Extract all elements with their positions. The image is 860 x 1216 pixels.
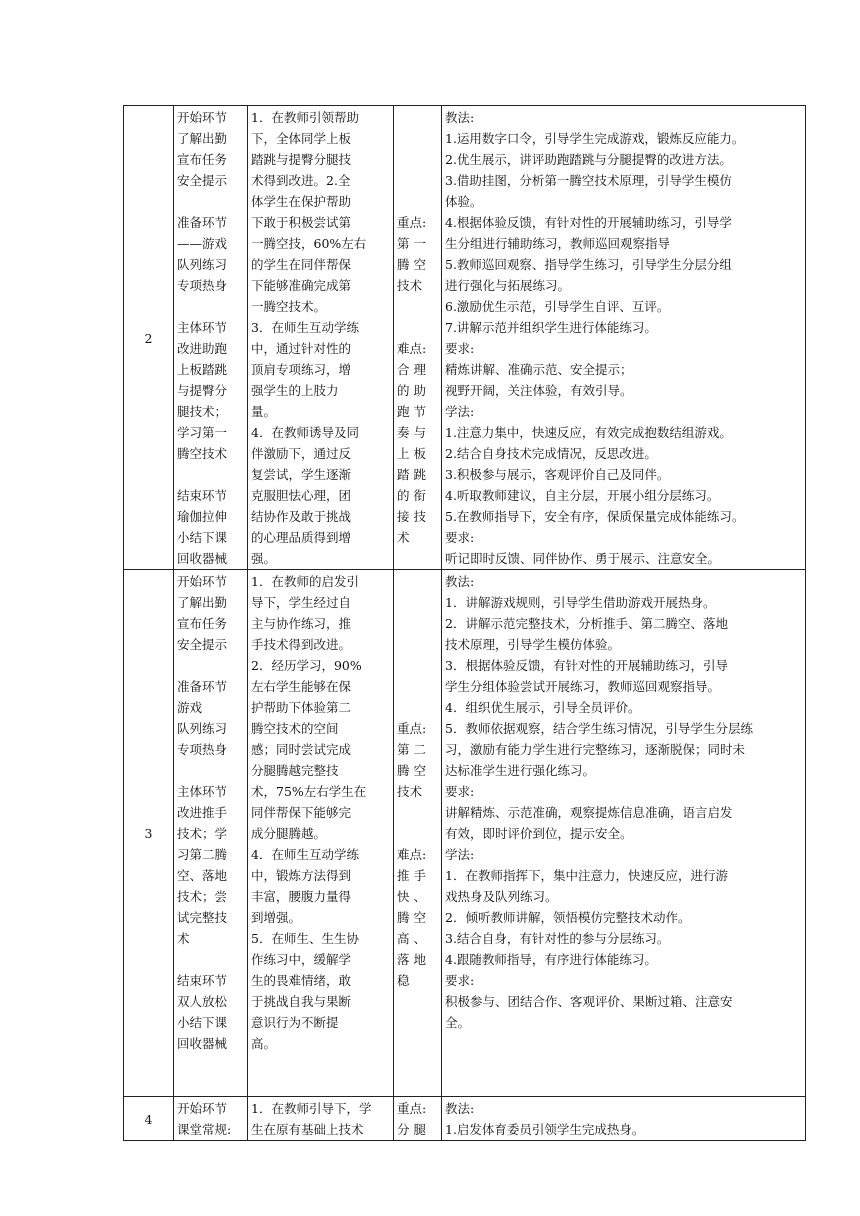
goal-line: 手技术得到改进。 <box>251 637 352 652</box>
blank-line <box>397 317 438 338</box>
blank-line <box>397 592 438 613</box>
method-line: 7.讲解示范并组织学生进行体能练习。 <box>445 320 657 335</box>
method-line: 要求: <box>445 341 475 356</box>
method-line: 4.根据体验反馈，有针对性的开展辅助练习，引导学 <box>445 215 732 230</box>
method-line: 精炼讲解、准确示范、安全提示； <box>445 362 633 377</box>
method-line: 5．教师依据观察，结合学生练习情况，引导学生分层练 <box>445 721 753 736</box>
goal-line: 生的畏难情绪，敢 <box>251 973 352 988</box>
stage-line: 学习第一 <box>177 425 228 440</box>
method-line: 3.借助挂图，分析第一腾空技术原理，引导学生模仿 <box>445 173 732 188</box>
goal-line: 量。 <box>251 404 277 419</box>
method-line: 学生分组体验尝试开展练习，教师巡回观察指导。 <box>445 679 721 694</box>
stage-line: 开始环节 <box>177 574 228 589</box>
methods-cell <box>442 570 806 1097</box>
blank-line <box>397 634 438 655</box>
stage-line: 结束环节 <box>177 488 228 503</box>
goal-line: 4．在师生互动学练 <box>251 847 359 862</box>
blank-line <box>397 613 438 634</box>
stage-line: 主体环节 <box>177 784 228 799</box>
goal-line: 到增强。 <box>251 910 302 925</box>
method-line: 要求: <box>445 530 475 545</box>
methods-cell <box>442 1097 806 1141</box>
stage-line: 技术；学 <box>177 826 228 841</box>
goal-line: 生在原有基础上技术 <box>251 1122 364 1137</box>
goal-line: 下敢于积极尝试第 <box>251 215 352 230</box>
goal-line: 同伴帮保下能够完 <box>251 805 352 820</box>
goal-line: 5．在师生、生生协 <box>251 931 359 946</box>
method-line: 进行强化与拓展练习。 <box>445 278 571 293</box>
blank-line <box>397 191 438 212</box>
goal-line: 1．在教师的启发引 <box>251 574 359 589</box>
stage-cell <box>174 106 248 570</box>
stage-line: 双人放松 <box>177 994 228 1009</box>
blank-line <box>177 464 244 485</box>
method-line: 3.积极参与展示，客观评价自己及同伴。 <box>445 467 670 482</box>
method-line: 4．组织优生展示，引导全员评价。 <box>445 700 641 715</box>
lesson-row <box>124 106 806 570</box>
goal-line: 下能够准确完成第 <box>251 278 352 293</box>
method-line: 1.启发体育委员引领学生完成热身。 <box>445 1122 645 1137</box>
lesson-number: 3 <box>124 570 174 1097</box>
stage-line: 习第二腾 <box>177 847 228 862</box>
blank-line <box>397 107 438 128</box>
goal-line: 体学生在保护帮助 <box>251 194 352 209</box>
blank-line <box>397 128 438 149</box>
stage-line: 空、落地 <box>177 868 228 883</box>
stage-line: 安全提示 <box>177 173 228 188</box>
goal-line: 伴激励下，通过反 <box>251 446 352 461</box>
key-point-line: 奏 与 <box>397 425 426 440</box>
stage-line: 队列练习 <box>177 721 228 736</box>
stage-line: 课堂常规: <box>177 1122 232 1137</box>
goal-line: 高。 <box>251 1036 277 1051</box>
key-point-line: 的 助 <box>397 383 426 398</box>
key-point-line: 术 <box>397 530 410 545</box>
key-point-line: 第 二 <box>397 742 426 757</box>
method-line: 教法: <box>445 110 475 125</box>
key-point-line: 重点: <box>397 1101 427 1116</box>
stage-line: 改进助跑 <box>177 341 228 356</box>
goal-line: 主与协作练习，推 <box>251 616 352 631</box>
stage-line: 开始环节 <box>177 110 228 125</box>
key-point-line: 技术 <box>397 278 423 293</box>
goal-line: 导下，学生经过自 <box>251 595 352 610</box>
goal-line: 术得到改进。2.全 <box>251 173 351 188</box>
key-point-line: 的 衔 <box>397 488 426 503</box>
blank-line <box>397 823 438 844</box>
goal-line: 2．经历学习，90% <box>251 658 362 673</box>
method-line: 5.教师巡回观察、指导学生练习，引导学生分层分组 <box>445 257 732 272</box>
stage-line: 小结下课 <box>177 1015 228 1030</box>
blank-line <box>397 697 438 718</box>
blank-line <box>177 949 244 970</box>
goal-line: 下，全体同学上板 <box>251 131 352 146</box>
method-line: 1.运用数字口令，引导学生完成游戏，锻炼反应能力。 <box>445 131 745 146</box>
stage-line: 试完整技 <box>177 910 228 925</box>
key-point-line: 踏 跳 <box>397 467 426 482</box>
goal-line: 的心理品质得到增 <box>251 530 352 545</box>
blank-line <box>397 170 438 191</box>
stage-line: 开始环节 <box>177 1101 228 1116</box>
key-point-line: 分 腿 <box>397 1122 426 1137</box>
method-line: 学法: <box>445 847 475 862</box>
stage-line: 腿技术； <box>177 404 228 419</box>
key-point-line: 腾 空 <box>397 257 426 272</box>
method-line: 3.结合自身，有针对性的参与分层练习。 <box>445 931 670 946</box>
key-point-line: 腾 空 <box>397 910 426 925</box>
stage-line: 队列练习 <box>177 257 228 272</box>
goal-line: 作练习中，缓解学 <box>251 952 352 967</box>
goal-line: 中，通过针对性的 <box>251 341 352 356</box>
method-line: 戏热身及队列练习。 <box>445 889 558 904</box>
stage-line: 主体环节 <box>177 320 228 335</box>
goal-line: 分腿腾越完整技 <box>251 763 339 778</box>
stage-line: 瑜伽拉伸 <box>177 509 228 524</box>
blank-line <box>397 655 438 676</box>
method-line: 体验。 <box>445 194 483 209</box>
method-line: 3．根据体验反馈，有针对性的开展辅助练习，引导 <box>445 658 728 673</box>
key-point-line: 重点: <box>397 721 427 736</box>
stage-line: 结束环节 <box>177 973 228 988</box>
stage-line: ——游戏 <box>177 236 228 251</box>
method-line: 2．倾听教师讲解，领悟模仿完整技术动作。 <box>445 910 691 925</box>
method-line: 教法: <box>445 574 475 589</box>
goal-line: 腾空技术的空间 <box>251 721 339 736</box>
goal-line: 术，75%左右学生在 <box>251 784 367 799</box>
stage-cell <box>174 1097 248 1141</box>
stage-line: 专项热身 <box>177 278 228 293</box>
goal-line: 3．在师生互动学练 <box>251 320 359 335</box>
stage-line: 技术；尝 <box>177 889 228 904</box>
method-line: 2.结合自身技术完成情况，反思改进。 <box>445 446 657 461</box>
method-line: 生分组进行辅助练习，教师巡回观察指导 <box>445 236 671 251</box>
stage-line: 游戏 <box>177 700 203 715</box>
goal-line: 克服胆怯心理，团 <box>251 488 352 503</box>
stage-line: 回收器械 <box>177 1036 228 1051</box>
lesson-plan-table <box>123 105 806 1141</box>
stage-line: 术 <box>177 931 190 946</box>
methods-cell <box>442 106 806 570</box>
method-line: 5.在教师指导下，安全有序，保质保量完成体能练习。 <box>445 509 745 524</box>
blank-line <box>177 296 244 317</box>
lesson-number: 4 <box>124 1097 174 1141</box>
blank-line <box>397 802 438 823</box>
goal-cell <box>248 570 394 1097</box>
key-points-cell <box>394 106 442 570</box>
goal-line: 成分腿腾越。 <box>251 826 327 841</box>
goal-line: 踏跳与提臀分腿技 <box>251 152 352 167</box>
key-point-line: 难点: <box>397 847 427 862</box>
goal-line: 一腾空技术。 <box>251 299 327 314</box>
goal-line: 1．在教师引领帮助 <box>251 110 359 125</box>
method-line: 1．在教师指挥下，集中注意力，快速反应，进行游 <box>445 868 728 883</box>
key-point-line: 上 板 <box>397 446 426 461</box>
method-line: 习，激励有能力学生进行完整练习，逐渐脱保；同时未 <box>445 742 746 757</box>
key-point-line: 第 一 <box>397 236 426 251</box>
goal-line: 的学生在同伴帮保 <box>251 257 352 272</box>
key-points-cell <box>394 1097 442 1141</box>
goal-line: 4．在教师诱导及同 <box>251 425 359 440</box>
method-line: 4.跟随教师指导，有序进行体能练习。 <box>445 952 657 967</box>
goal-line: 于挑战自我与果断 <box>251 994 352 1009</box>
blank-line <box>177 760 244 781</box>
blank-line <box>397 571 438 592</box>
goal-cell <box>248 106 394 570</box>
goal-line: 强学生的上肢力 <box>251 383 339 398</box>
blank-line <box>397 149 438 170</box>
method-line: 讲解精炼、示范准确，观察提炼信息准确，语言启发 <box>445 805 733 820</box>
goal-cell <box>248 1097 394 1141</box>
blank-line <box>177 191 244 212</box>
method-line: 全。 <box>445 1015 471 1030</box>
goal-line: 感；同时尝试完成 <box>251 742 352 757</box>
goal-line: 顶肩专项练习，增 <box>251 362 352 377</box>
key-point-line: 重点: <box>397 215 427 230</box>
stage-line: 与提臀分 <box>177 383 228 398</box>
goal-line: 左右学生能够在保 <box>251 679 352 694</box>
stage-line: 宣布任务 <box>177 616 228 631</box>
method-line: 积极参与、团结合作、客观评价、果断过箱、注意安 <box>445 994 733 1009</box>
key-point-line: 高 、 <box>397 931 426 946</box>
lesson-row <box>124 570 806 1097</box>
stage-line: 安全提示 <box>177 637 228 652</box>
stage-line: 宣布任务 <box>177 152 228 167</box>
key-point-line: 落 地 <box>397 952 426 967</box>
method-line: 教法: <box>445 1101 475 1116</box>
key-point-line: 合 理 <box>397 362 426 377</box>
stage-line: 改进推手 <box>177 805 228 820</box>
key-point-line: 腾 空 <box>397 763 426 778</box>
method-line: 视野开阔，关注体验，有效引导。 <box>445 383 633 398</box>
goal-line: 一腾空技，60%左右 <box>251 236 367 251</box>
key-point-line: 快 、 <box>397 889 426 904</box>
stage-line: 腾空技术 <box>177 446 228 461</box>
stage-line: 了解出勤 <box>177 595 228 610</box>
method-line: 4.听取教师建议，自主分层，开展小组分层练习。 <box>445 488 720 503</box>
stage-line: 回收器械 <box>177 551 228 566</box>
stage-line: 了解出勤 <box>177 131 228 146</box>
blank-line <box>397 296 438 317</box>
goal-line: 中，锻炼方法得到 <box>251 868 352 883</box>
key-point-line: 技术 <box>397 784 423 799</box>
lesson-row <box>124 1097 806 1141</box>
goal-line: 护帮助下体验第二 <box>251 700 352 715</box>
method-line: 有效，即时评价到位，提示安全。 <box>445 826 633 841</box>
key-point-line: 稳 <box>397 973 410 988</box>
goal-line: 丰富，腰腹力量得 <box>251 889 352 904</box>
lesson-number: 2 <box>124 106 174 570</box>
method-line: 1.注意力集中，快速反应，有效完成抱数结组游戏。 <box>445 425 732 440</box>
stage-line: 专项热身 <box>177 742 228 757</box>
method-line: 要求: <box>445 973 475 988</box>
stage-line: 准备环节 <box>177 679 228 694</box>
goal-line: 强。 <box>251 551 277 566</box>
method-line: 听记即时反馈、同伴协作、勇于展示、注意安全。 <box>445 551 721 566</box>
method-line: 2.优生展示，讲评助跑踏跳与分腿提臀的改进方法。 <box>445 152 732 167</box>
stage-line: 小结下课 <box>177 530 228 545</box>
goal-line: 复尝试，学生逐渐 <box>251 467 352 482</box>
method-line: 技术原理，引导学生模仿体验。 <box>445 637 621 652</box>
blank-line <box>397 676 438 697</box>
blank-line <box>177 655 244 676</box>
key-point-line: 跑 节 <box>397 404 426 419</box>
method-line: 学法: <box>445 404 475 419</box>
key-point-line: 接 技 <box>397 509 426 524</box>
goal-line: 1．在教师引导下，学 <box>251 1101 372 1116</box>
key-points-cell <box>394 570 442 1097</box>
stage-line: 准备环节 <box>177 215 228 230</box>
method-line: 2．讲解示范完整技术，分析推手、第二腾空、落地 <box>445 616 728 631</box>
key-point-line: 难点: <box>397 341 427 356</box>
method-line: 要求: <box>445 784 475 799</box>
stage-line: 上板踏跳 <box>177 362 228 377</box>
method-line: 6.激励优生示范，引导学生自评、互评。 <box>445 299 670 314</box>
goal-line: 结协作及敢于挑战 <box>251 509 352 524</box>
method-line: 1．讲解游戏规则，引导学生借助游戏开展热身。 <box>445 595 716 610</box>
key-point-line: 推 手 <box>397 868 426 883</box>
goal-line: 意识行为不断提 <box>251 1015 339 1030</box>
stage-cell <box>174 570 248 1097</box>
method-line: 达标准学生进行强化练习。 <box>445 763 596 778</box>
